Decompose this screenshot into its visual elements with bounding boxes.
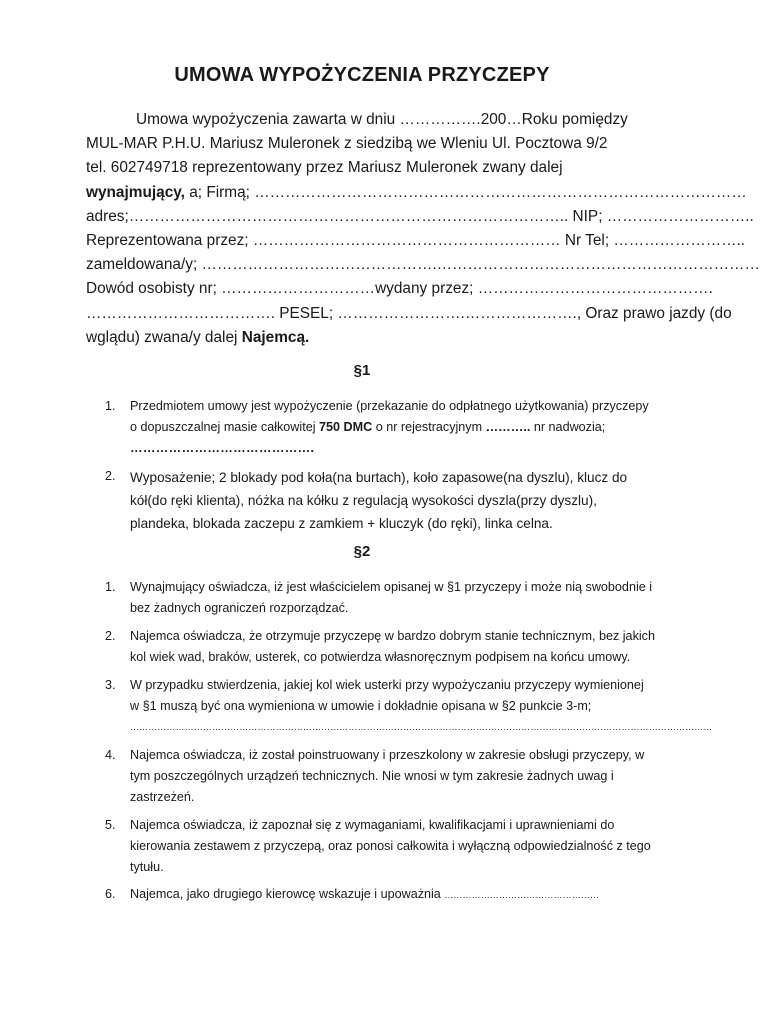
item-line [130, 417, 645, 438]
intro-line: Umowa wypożyczenia zawarta w dniu …………….200…Roku pomiędzy [136, 111, 628, 128]
item-text [130, 884, 645, 906]
item-number: 1. [105, 580, 116, 594]
registration-number-field: ……….. [485, 420, 531, 434]
residence-field: zameldowana/y; ……………………………………….……………………………………………………… [86, 256, 760, 274]
item-text [130, 396, 649, 459]
item-line: Najemca oświadcza, iż został poinstruowany i przeszkolony w zakresie obsługi przyczepy, w [130, 748, 645, 762]
item-number: 6. [105, 887, 116, 901]
lessor-label: wynajmujący, [86, 183, 185, 201]
item-line: kierowania zestawem z przyczepą, oraz ponosi całkowita i wyłączną odpowiedzialność z tego [130, 839, 651, 853]
intro-line: tel. 602749718 reprezentowany przez Mariusz Muleronek zwany dalej [86, 159, 563, 177]
id-card-field: Dowód osobisty nr; …………………………wydany przez; ………………………………………. [86, 280, 713, 298]
item-line: zastrzeżeń. [130, 790, 195, 804]
item-line: kol wiek wad, braków, usterek, co potwierdza własnoręcznym podpisem na końcu umowy. [130, 650, 631, 664]
intro-line [86, 181, 747, 205]
item-line [130, 884, 645, 906]
second-driver-field: …………………………………………… [444, 890, 600, 900]
item-number: 2. [105, 629, 116, 643]
section-2-heading: §2 [353, 543, 371, 560]
item-number: 4. [105, 748, 116, 762]
company-field: a; Firmą; …………………………………………………………………………………… [184, 183, 747, 201]
item-line: W przypadku stwierdzenia, jakiej kol wiek usterki przy wypożyczaniu przyczepy wymienionej [130, 678, 644, 692]
item-line: Przedmiotem umowy jest wypożyczenie (przekazanie do odpłatnego użytkowania) przyczepy [130, 399, 649, 413]
item-line: Wyposażenie; 2 blokady pod koła(na burtach), koło zapasowe(na dyszlu), klucz do [130, 470, 628, 485]
item-text [130, 675, 713, 738]
item-line: Najemca oświadcza, iż zapoznał się z wymaganiami, kwalifikacjami i uprawnieniami do [130, 818, 615, 832]
item-line [130, 438, 645, 459]
item-number: 1. [105, 399, 116, 413]
representative-field: Reprezentowana przez; …………………………………………………… Nr Tel; …………………….. [86, 232, 746, 250]
item-line: Wynajmujący oświadcza, iż jest właścicielem opisanej w §1 przyczepy i może nią swobodnie i [130, 580, 653, 594]
item-line: bez żadnych ograniczeń rozporządzać. [130, 601, 349, 615]
item-line: w §1 muszą być ona wymieniona w umowie i dokładnie opisana w §2 punkcie 3-m; [130, 699, 592, 713]
item-number: 3. [105, 678, 116, 692]
item-line: tytułu. [130, 860, 164, 874]
intro-paragraph [86, 108, 760, 350]
item-line: Najemca oświadcza, że otrzymuje przyczepę w bardzo dobrym stanie technicznym, bez jakich [130, 629, 655, 643]
max-weight-value: 750 DMC [319, 420, 373, 434]
intro-line [86, 326, 646, 350]
document-title: UMOWA WYPOŻYCZENIA PRZYCZEPY [174, 64, 550, 86]
address-field: adres;………………………………………………………………………….. NIP; ……………………….. [86, 207, 754, 225]
item-text-part: o dopuszczalnej masie całkowitej [130, 420, 319, 434]
lessee-label: Najemcą. [241, 328, 310, 346]
item-line: tym poszczególnych urządzeń technicznych. Nie wnosi w tym zakresie żadnych uwag i [130, 769, 614, 783]
item-text [130, 466, 645, 535]
section-1-heading: §1 [353, 362, 371, 379]
item-text [130, 745, 645, 808]
item-line: kół(do ręki klienta), nóżka na kółku z regulacją wysokości dyszla(przy dyszlu), [130, 493, 597, 508]
defect-description-field: ………………………………………………………………………………………………………………………………………………………………………… [130, 722, 713, 732]
pesel-field: ………………………………. PESEL; …………………….…………………., Oraz prawo jazdy (do [86, 304, 732, 322]
item-text [130, 815, 651, 878]
intro-line: MUL-MAR P.H.U. Mariusz Muleronek z siedzibą we Wleniu Ul. Pocztowa 9/2 [86, 135, 608, 153]
item-line: plandeka, blokada zaczepu z zamkiem + kluczyk (do ręki), linka celna. [130, 516, 553, 531]
vin-field: ……………………………………. [130, 441, 315, 455]
item-text-part: nr nadwozia; [530, 420, 606, 434]
intro-text: wglądu) zwana/y dalej [86, 328, 242, 346]
item-text-part: Najemca, jako drugiego kierowcę wskazuje i upoważnia [130, 887, 445, 901]
item-number: 2. [105, 469, 116, 483]
item-text [130, 626, 655, 668]
item-text [130, 577, 653, 619]
item-number: 5. [105, 818, 116, 832]
item-text-part: o nr rejestracyjnym [372, 420, 486, 434]
